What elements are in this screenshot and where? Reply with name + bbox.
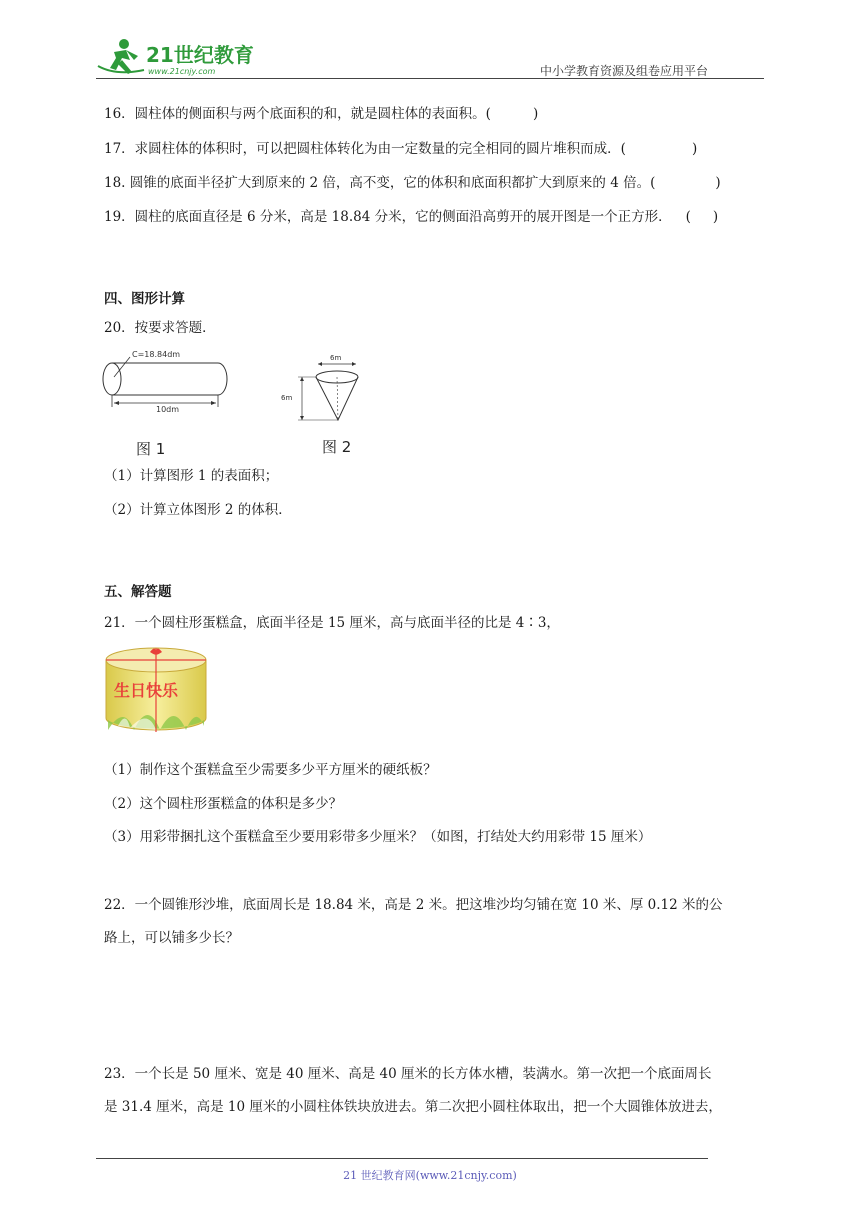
figure-2-cone [278, 350, 364, 426]
section-4-title: 四、图形计算 [104, 291, 185, 307]
question-21-sub3: （3）用彩带捆扎这个蛋糕盒至少要用彩带多少厘米？（如图，打结处大约用彩带 15 厘米） [104, 829, 652, 845]
figure-1-cylinder [100, 345, 230, 415]
site-logo [96, 36, 266, 80]
cake-text: 生日快乐 [114, 681, 179, 700]
figure-2-diameter: 6m [330, 354, 342, 362]
footer-divider [96, 1158, 708, 1159]
question-16 [104, 104, 538, 124]
question-23-line2: 是 31.4 厘米，高是 10 厘米的小圆柱体铁块放进去。第二次把小圆柱体取出，把一个大圆锥体放进去， [104, 1099, 722, 1115]
question-21-sub1: （1）制作这个蛋糕盒至少需要多少平方厘米的硬纸板？ [104, 762, 437, 778]
question-20-sub2: （2）计算立体图形 2 的体积． [104, 502, 292, 518]
question-16-paren: ) [532, 106, 539, 122]
figure-1-length: 10dm [156, 405, 180, 414]
footer-text: 21 世纪教育网(www.21cnjy.com) [343, 1169, 517, 1182]
section-5-title: 五、解答题 [104, 584, 172, 600]
site-tagline: 中小学教育资源及组卷应用平台 [540, 64, 709, 78]
question-18-text: 18. 圆锥的底面半径扩大到原来的 2 倍，高不变，它的体积和底面积都扩大到原来的 4 倍。( [104, 175, 656, 191]
question-21: 21．一个圆柱形蛋糕盒，底面半径是 15 厘米，高与底面半径的比是 4∶3， [104, 615, 560, 631]
logo-text: 21世纪教育 [146, 43, 254, 67]
cake-box-image [104, 644, 208, 734]
question-18 [104, 173, 721, 193]
question-17-paren: ) [691, 141, 698, 157]
logo-url: www.21cnjy.com [148, 67, 216, 76]
question-21-sub2: （2）这个圆柱形蛋糕盒的体积是多少？ [104, 796, 343, 812]
figure-2-height: 6m [281, 394, 293, 402]
question-19 [104, 207, 718, 227]
figure-1-circumference: C=18.84dm [132, 350, 181, 359]
question-19-paren-open: ( [685, 209, 691, 225]
question-18-paren: ) [715, 175, 721, 191]
question-20-sub1: （1）计算图形 1 的表面积； [104, 468, 279, 484]
runner-logo-icon [98, 39, 144, 74]
question-19-text: 19．圆柱的底面直径是 6 分米，高是 18.84 分米，它的侧面沿高剪开的展开图是一个正方形． [104, 209, 672, 225]
question-22-line2: 路上，可以铺多少长？ [104, 930, 239, 946]
question-22-line1: 22．一个圆锥形沙堆，底面周长是 18.84 米，高是 2 米。把这堆沙均匀铺在宽 10 米、厚 0.12 米的公 [104, 897, 723, 913]
question-16-text: 16．圆柱体的侧面积与两个底面积的和，就是圆柱体的表面积。( [104, 106, 491, 122]
question-17 [104, 139, 697, 159]
question-23-line1: 23．一个长是 50 厘米、宽是 40 厘米、高是 40 厘米的长方体水槽，装满水。第一次把一个底面周长 [104, 1066, 712, 1082]
figure-1-label: 图 1 [136, 440, 166, 458]
question-19-paren-close: ) [712, 209, 719, 225]
figure-2-label: 图 2 [322, 438, 352, 456]
question-17-text: 17．求圆柱体的体积时，可以把圆柱体转化为由一定数量的完全相同的圆片堆积而成．( [104, 141, 626, 157]
header-divider [96, 78, 764, 79]
question-20: 20．按要求答题． [104, 320, 216, 336]
